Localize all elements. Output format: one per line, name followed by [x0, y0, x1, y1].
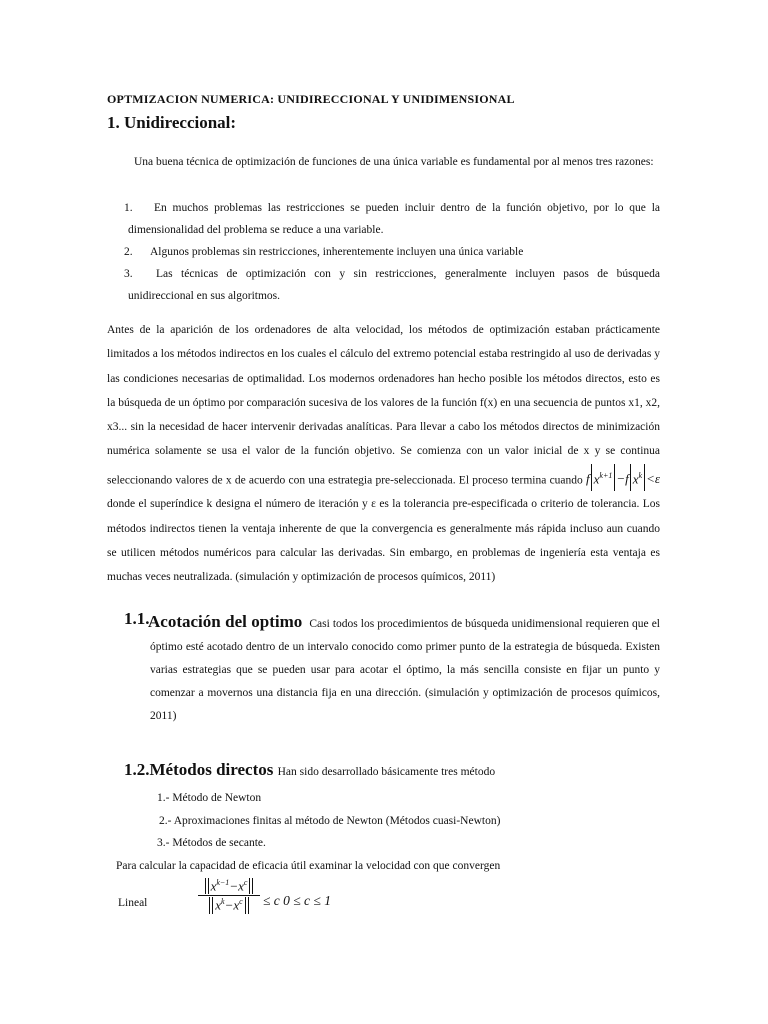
fraction-bar	[198, 895, 260, 896]
reason-3-number: 3.	[124, 268, 133, 280]
section-1-1-text: Casi todos los procedimientos de búsqueda unidimensional requieren que el óptimo esté acotado dentro de un intervalo conocido como primer punto de la estrategia de búsqueda. Existen varias estrategias que se pueden usar para acotar el óptimo, la más sencilla consiste en fijar un punto y comenzar a movernos una distancia fija en una dirección. (simulación y optimización de procesos químicos, 2011)	[150, 618, 661, 722]
section-1-2-title: Métodos directos	[149, 760, 274, 779]
paragraph-text-part2: donde el superíndice k designa el número de iteración y ε es la tolerancia pre-especificada o criterio de tolerancia. Los métodos indirectos tienen la ventaja inherente de que la convergencia es generalmente más rápida incluso aun cuando se utilicen métodos numéricos para calcular las derivadas. Sin embargo, en problemas de ingeniería esta ventaja es muchas veces neutralizada.	[107, 498, 660, 584]
linear-convergence-condition: ≤ c 0 ≤ c ≤ 1	[263, 893, 331, 908]
section-1-2-heading	[124, 760, 495, 780]
paragraph-citation: (simulación y optimización de procesos químicos, 2011)	[232, 571, 496, 584]
reason-2-number: 2.	[124, 246, 133, 258]
section-1-heading: 1. Unidireccional:	[107, 113, 237, 132]
section-1-1-block	[150, 610, 660, 728]
fraction-numerator: $x^{k-1}-x^c$	[198, 878, 260, 894]
convergence-text: Para calcular la capacidad de eficacia útil examinar la velocidad con que convergen	[116, 860, 501, 872]
section-1-paragraph	[107, 318, 660, 590]
stopping-criterion-formula: f $x^{k+1} -f$ $x^k <\varepsilon$	[586, 471, 660, 486]
section-1-2-text: Han sido desarrollado básicamente tres método	[277, 766, 496, 778]
linear-label: Lineal	[118, 897, 148, 909]
section-1-2-number: 1.2.	[124, 760, 150, 779]
fraction-denominator: $x^k-x^c$	[198, 897, 260, 913]
method-item-3: 3.- Métodos de secante.	[157, 837, 266, 849]
method-item-1: 1.- Método de Newton	[157, 792, 262, 804]
reason-3-text: Las técnicas de optimización con y sin restricciones, generalmente incluyen pasos de búsqueda unidireccional en sus algoritmos.	[128, 268, 660, 302]
section-1-1-number: 1.1.	[124, 609, 150, 628]
linear-convergence-fraction	[198, 878, 260, 914]
method-item-2: 2.- Aproximaciones finitas al método de Newton (Métodos cuasi-Newton)	[159, 815, 501, 827]
document-main-heading: OPTMIZACION NUMERICA: UNIDIRECCIONAL Y UNIDIMENSIONAL	[107, 92, 515, 106]
reason-1-number: 1.	[124, 202, 133, 214]
reason-1-text: En muchos problemas las restricciones se pueden incluir dentro de la función objetivo, por lo que la dimensionalidad del problema se reduce a una variable.	[128, 202, 660, 236]
paragraph-text-part1: Antes de la aparición de los ordenadores de alta velocidad, los métodos de optimización estaban prácticamente limitados a los métodos indirectos en los cuales el cálculo del extremo potencial estaba restringido al uso de derivadas y las condiciones necesarias de optimalidad. Los modernos ordenadores han hecho posible los métodos directos, esto es la búsqueda de un óptimo por comparación sucesiva de los valores de la función f(x) en una secuencia de puntos x1, x2, x3... sin la necesidad de hacer intervenir derivadas analíticas. Para llevar a cabo los métodos directos de minimización numérica solamente se usa el valor de la función objetivo. Se comienza con un valor inicial de x y se continua seleccionando valores de x de acuerdo con una estrategia pre-seleccionada. El proceso termina cuando	[107, 324, 660, 487]
reason-2-text: Algunos problemas sin restricciones, inherentemente incluyen una única variable	[150, 246, 524, 258]
section-1-intro: Una buena técnica de optimización de funciones de una única variable es fundamental por al menos tres razones:	[134, 156, 654, 168]
section-1-1-title: Acotación del optimo	[148, 612, 303, 631]
